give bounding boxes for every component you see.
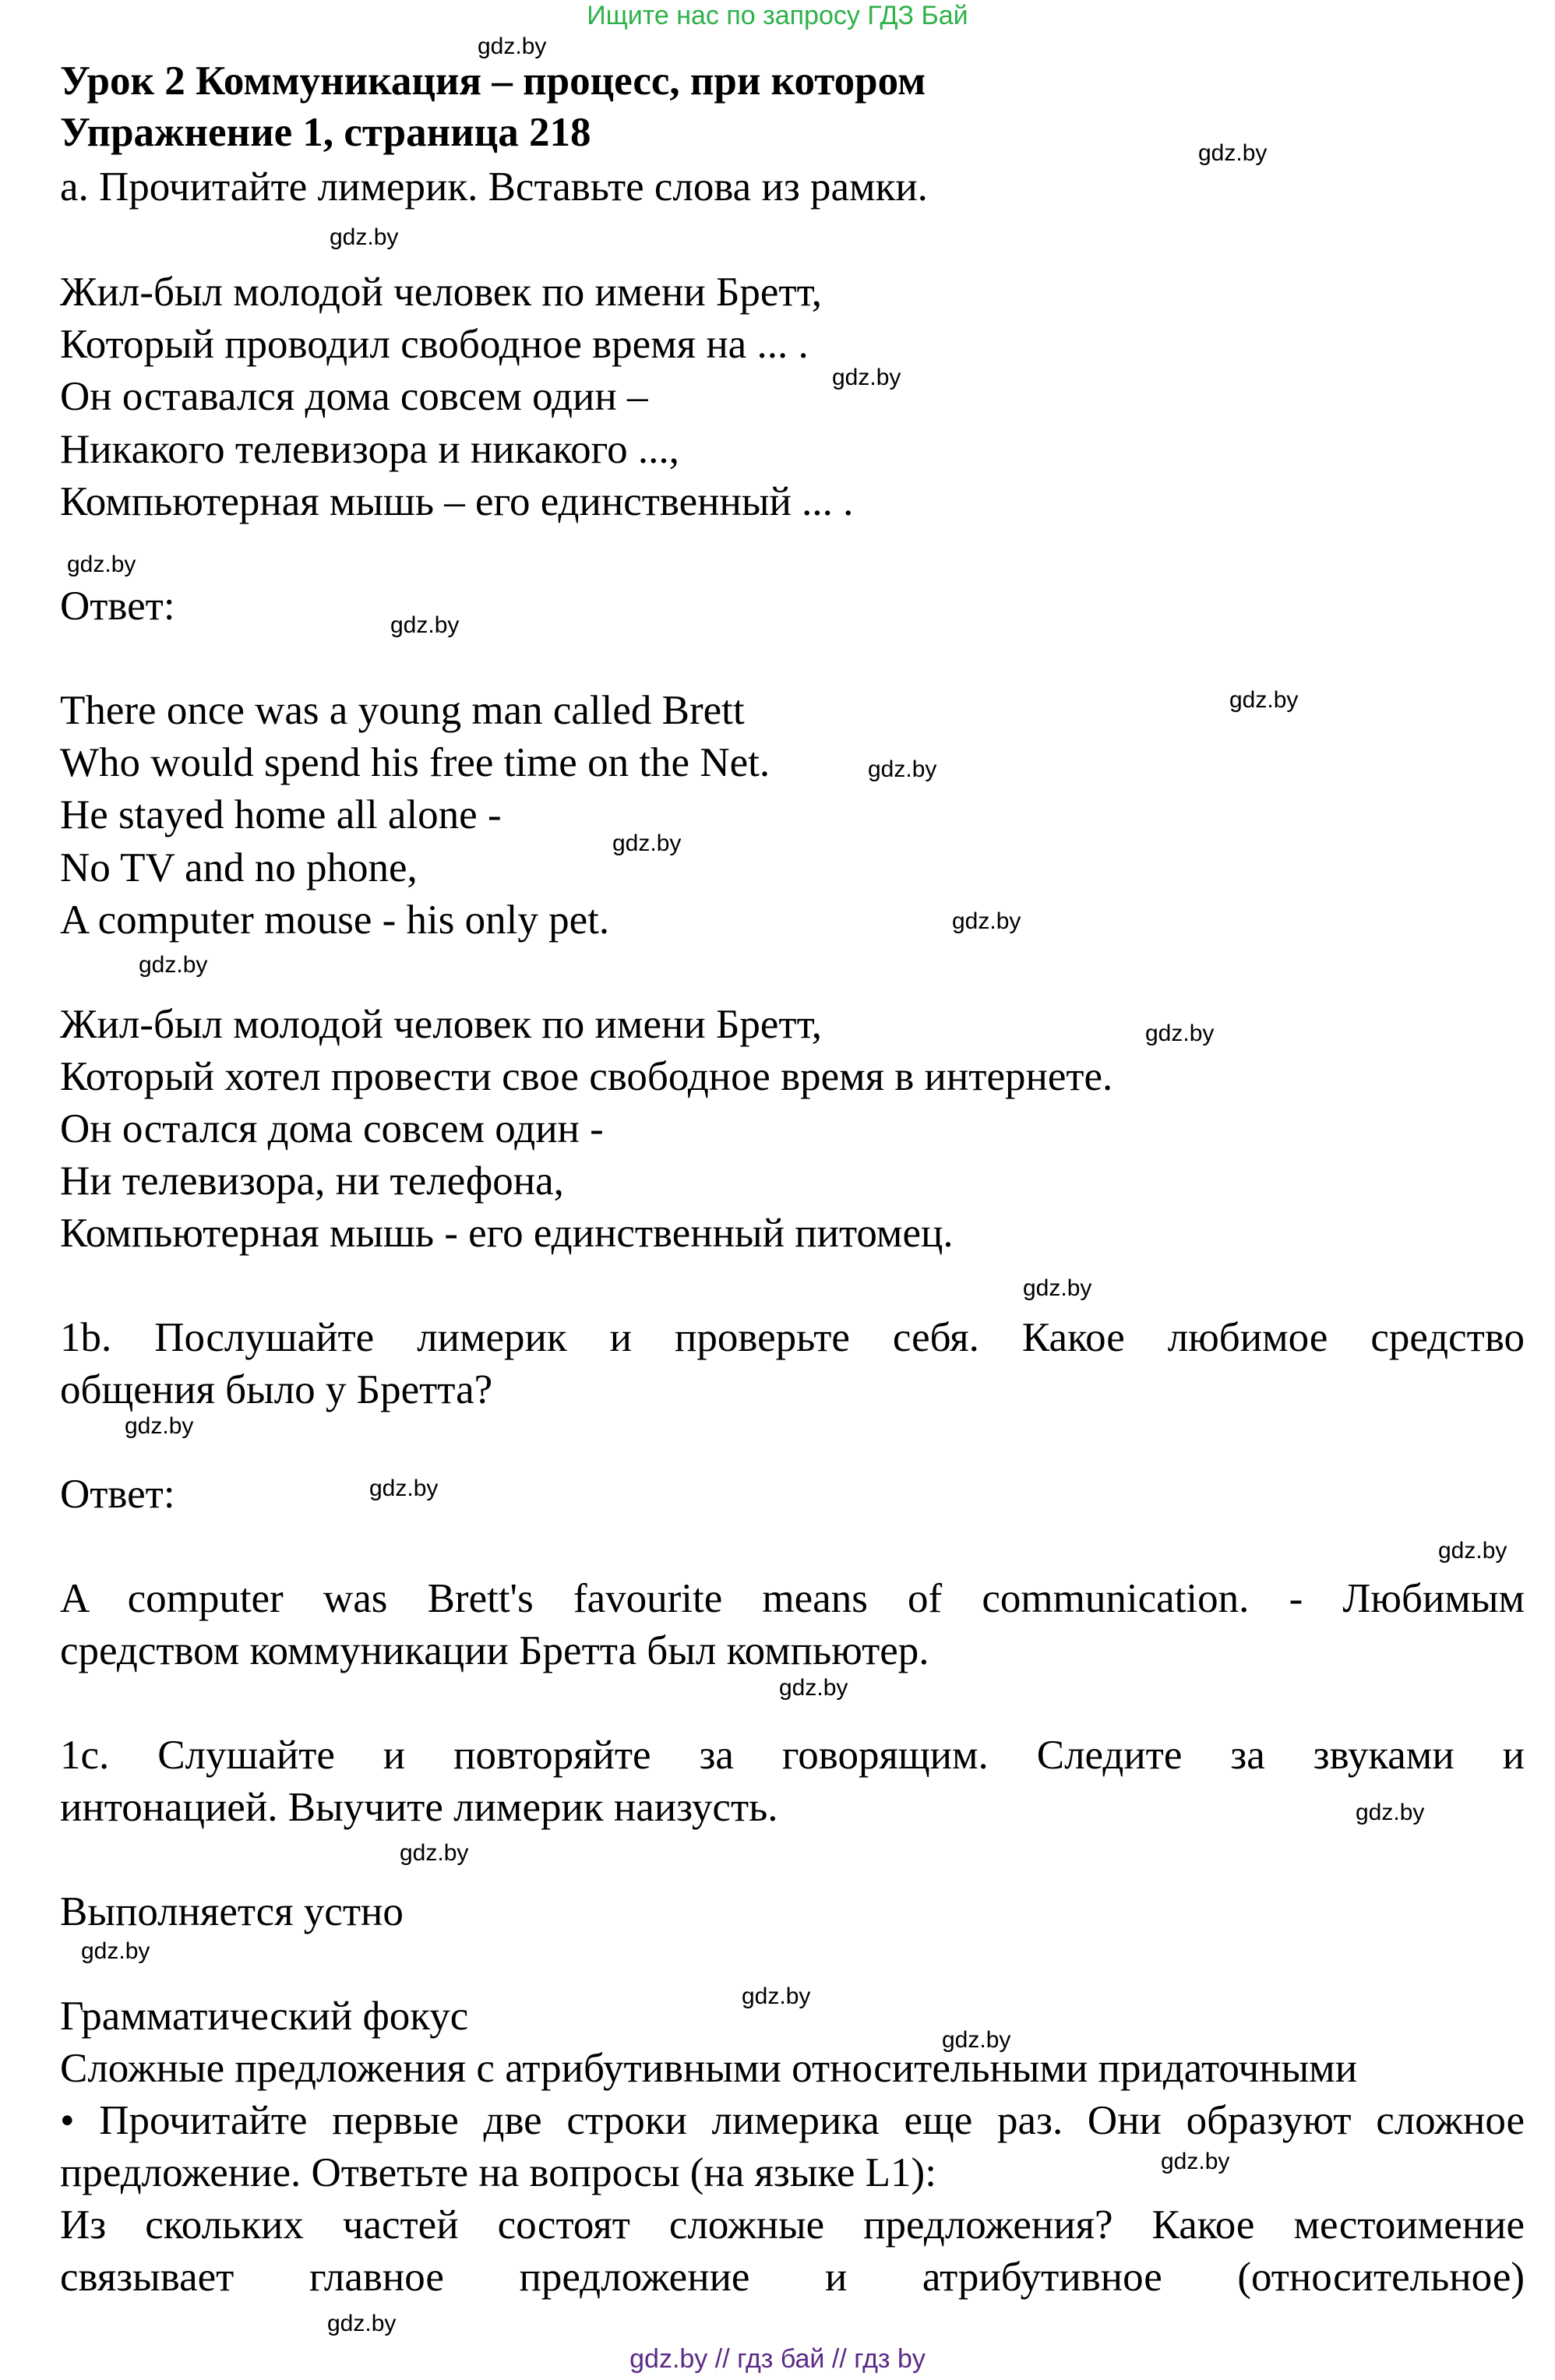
header-banner: Ищите нас по запросу ГДЗ Бай — [587, 1, 968, 30]
poem-line: Который проводил свободное время на ... . — [60, 322, 809, 367]
watermark: gdz.by — [330, 224, 399, 250]
answer-ru-line: Ни телевизора, ни телефона, — [60, 1158, 564, 1204]
grammar-heading: Грамматический фокус — [60, 1994, 469, 2039]
lesson-title: Урок 2 Коммуникация – процесс, при котором — [60, 58, 926, 104]
watermark: gdz.by — [942, 2027, 1011, 2053]
poem-line: Никакого телевизора и никакого ..., — [60, 427, 679, 472]
answer-ru-line: Компьютерная мышь - его единственный питомец. — [60, 1211, 954, 1256]
watermark: gdz.by — [369, 1476, 439, 1501]
watermark: gdz.by — [139, 952, 208, 978]
task-c-prompt-cont: интонацией. Выучите лимерик наизусть. — [60, 1785, 778, 1830]
task-b-answer-cont: средством коммуникации Бретта был компьютер. — [60, 1628, 929, 1673]
watermark: gdz.by — [742, 1983, 811, 2009]
answer-ru-line: Жил-был молодой человек по имени Бретт, — [60, 1002, 822, 1047]
watermark: gdz.by — [478, 33, 547, 59]
watermark: gdz.by — [1198, 140, 1268, 166]
task-b-prompt: 1b. Послушайте лимерик и проверьте себя. Какое любимое средство — [60, 1315, 1525, 1360]
grammar-bullet-cont: предложение. Ответьте на вопросы (на языке L1): — [60, 2150, 936, 2195]
watermark: gdz.by — [952, 908, 1021, 934]
answer-label: Ответ: — [60, 584, 175, 629]
answer-ru-line: Он остался дома совсем один - — [60, 1106, 604, 1151]
answer-en-line: No TV and no phone, — [60, 845, 418, 890]
task-a-prompt: а. Прочитайте лимерик. Вставьте слова из рамки. — [60, 164, 928, 210]
watermark: gdz.by — [1145, 1021, 1215, 1046]
watermark: gdz.by — [67, 552, 136, 577]
watermark: gdz.by — [1229, 687, 1299, 713]
watermark: gdz.by — [612, 830, 682, 856]
watermark: gdz.by — [390, 612, 460, 638]
watermark: gdz.by — [327, 2311, 397, 2336]
watermark: gdz.by — [1438, 1538, 1507, 1564]
exercise-title: Упражнение 1, страница 218 — [60, 110, 591, 155]
answer-en-line: He stayed home all alone - — [60, 792, 502, 837]
watermark: gdz.by — [868, 756, 937, 782]
poem-line: Он оставался дома совсем один – — [60, 374, 648, 419]
task-c-answer: Выполняется устно — [60, 1889, 404, 1934]
watermark: gdz.by — [400, 1840, 469, 1866]
grammar-question-cont: связывает главное предложение и атрибутивное (относительное) — [60, 2255, 1525, 2300]
watermark: gdz.by — [125, 1413, 194, 1439]
watermark: gdz.by — [1161, 2149, 1230, 2174]
grammar-subheading: Сложные предложения с атрибутивными относительными придаточными — [60, 2046, 1358, 2091]
answer-en-line: There once was a young man called Brett — [60, 688, 745, 733]
watermark: gdz.by — [1356, 1800, 1425, 1825]
answer-label: Ответ: — [60, 1472, 175, 1517]
watermark: gdz.by — [832, 365, 901, 390]
task-b-answer: A computer was Brett's favourite means of communication. - Любимым — [60, 1576, 1525, 1621]
task-c-prompt: 1c. Слушайте и повторяйте за говорящим. Следите за звуками и — [60, 1733, 1525, 1778]
answer-en-line: Who would spend his free time on the Net. — [60, 740, 770, 785]
watermark: gdz.by — [81, 1938, 150, 1964]
answer-en-line: A computer mouse - his only pet. — [60, 897, 610, 943]
poem-line: Жил-был молодой человек по имени Бретт, — [60, 270, 822, 315]
watermark: gdz.by — [1023, 1275, 1092, 1301]
task-b-prompt-cont: общения было у Бретта? — [60, 1367, 493, 1412]
grammar-question: Из скольких частей состоят сложные предложения? Какое местоимение — [60, 2202, 1525, 2248]
watermark: gdz.by — [779, 1675, 848, 1701]
poem-line: Компьютерная мышь – его единственный ... . — [60, 479, 854, 524]
grammar-bullet: • Прочитайте первые две строки лимерика еще раз. Они образуют сложное — [60, 2098, 1525, 2143]
answer-ru-line: Который хотел провести свое свободное время в интернете. — [60, 1054, 1113, 1099]
footer-banner: gdz.by // гдз бай // гдз by — [629, 2344, 926, 2374]
